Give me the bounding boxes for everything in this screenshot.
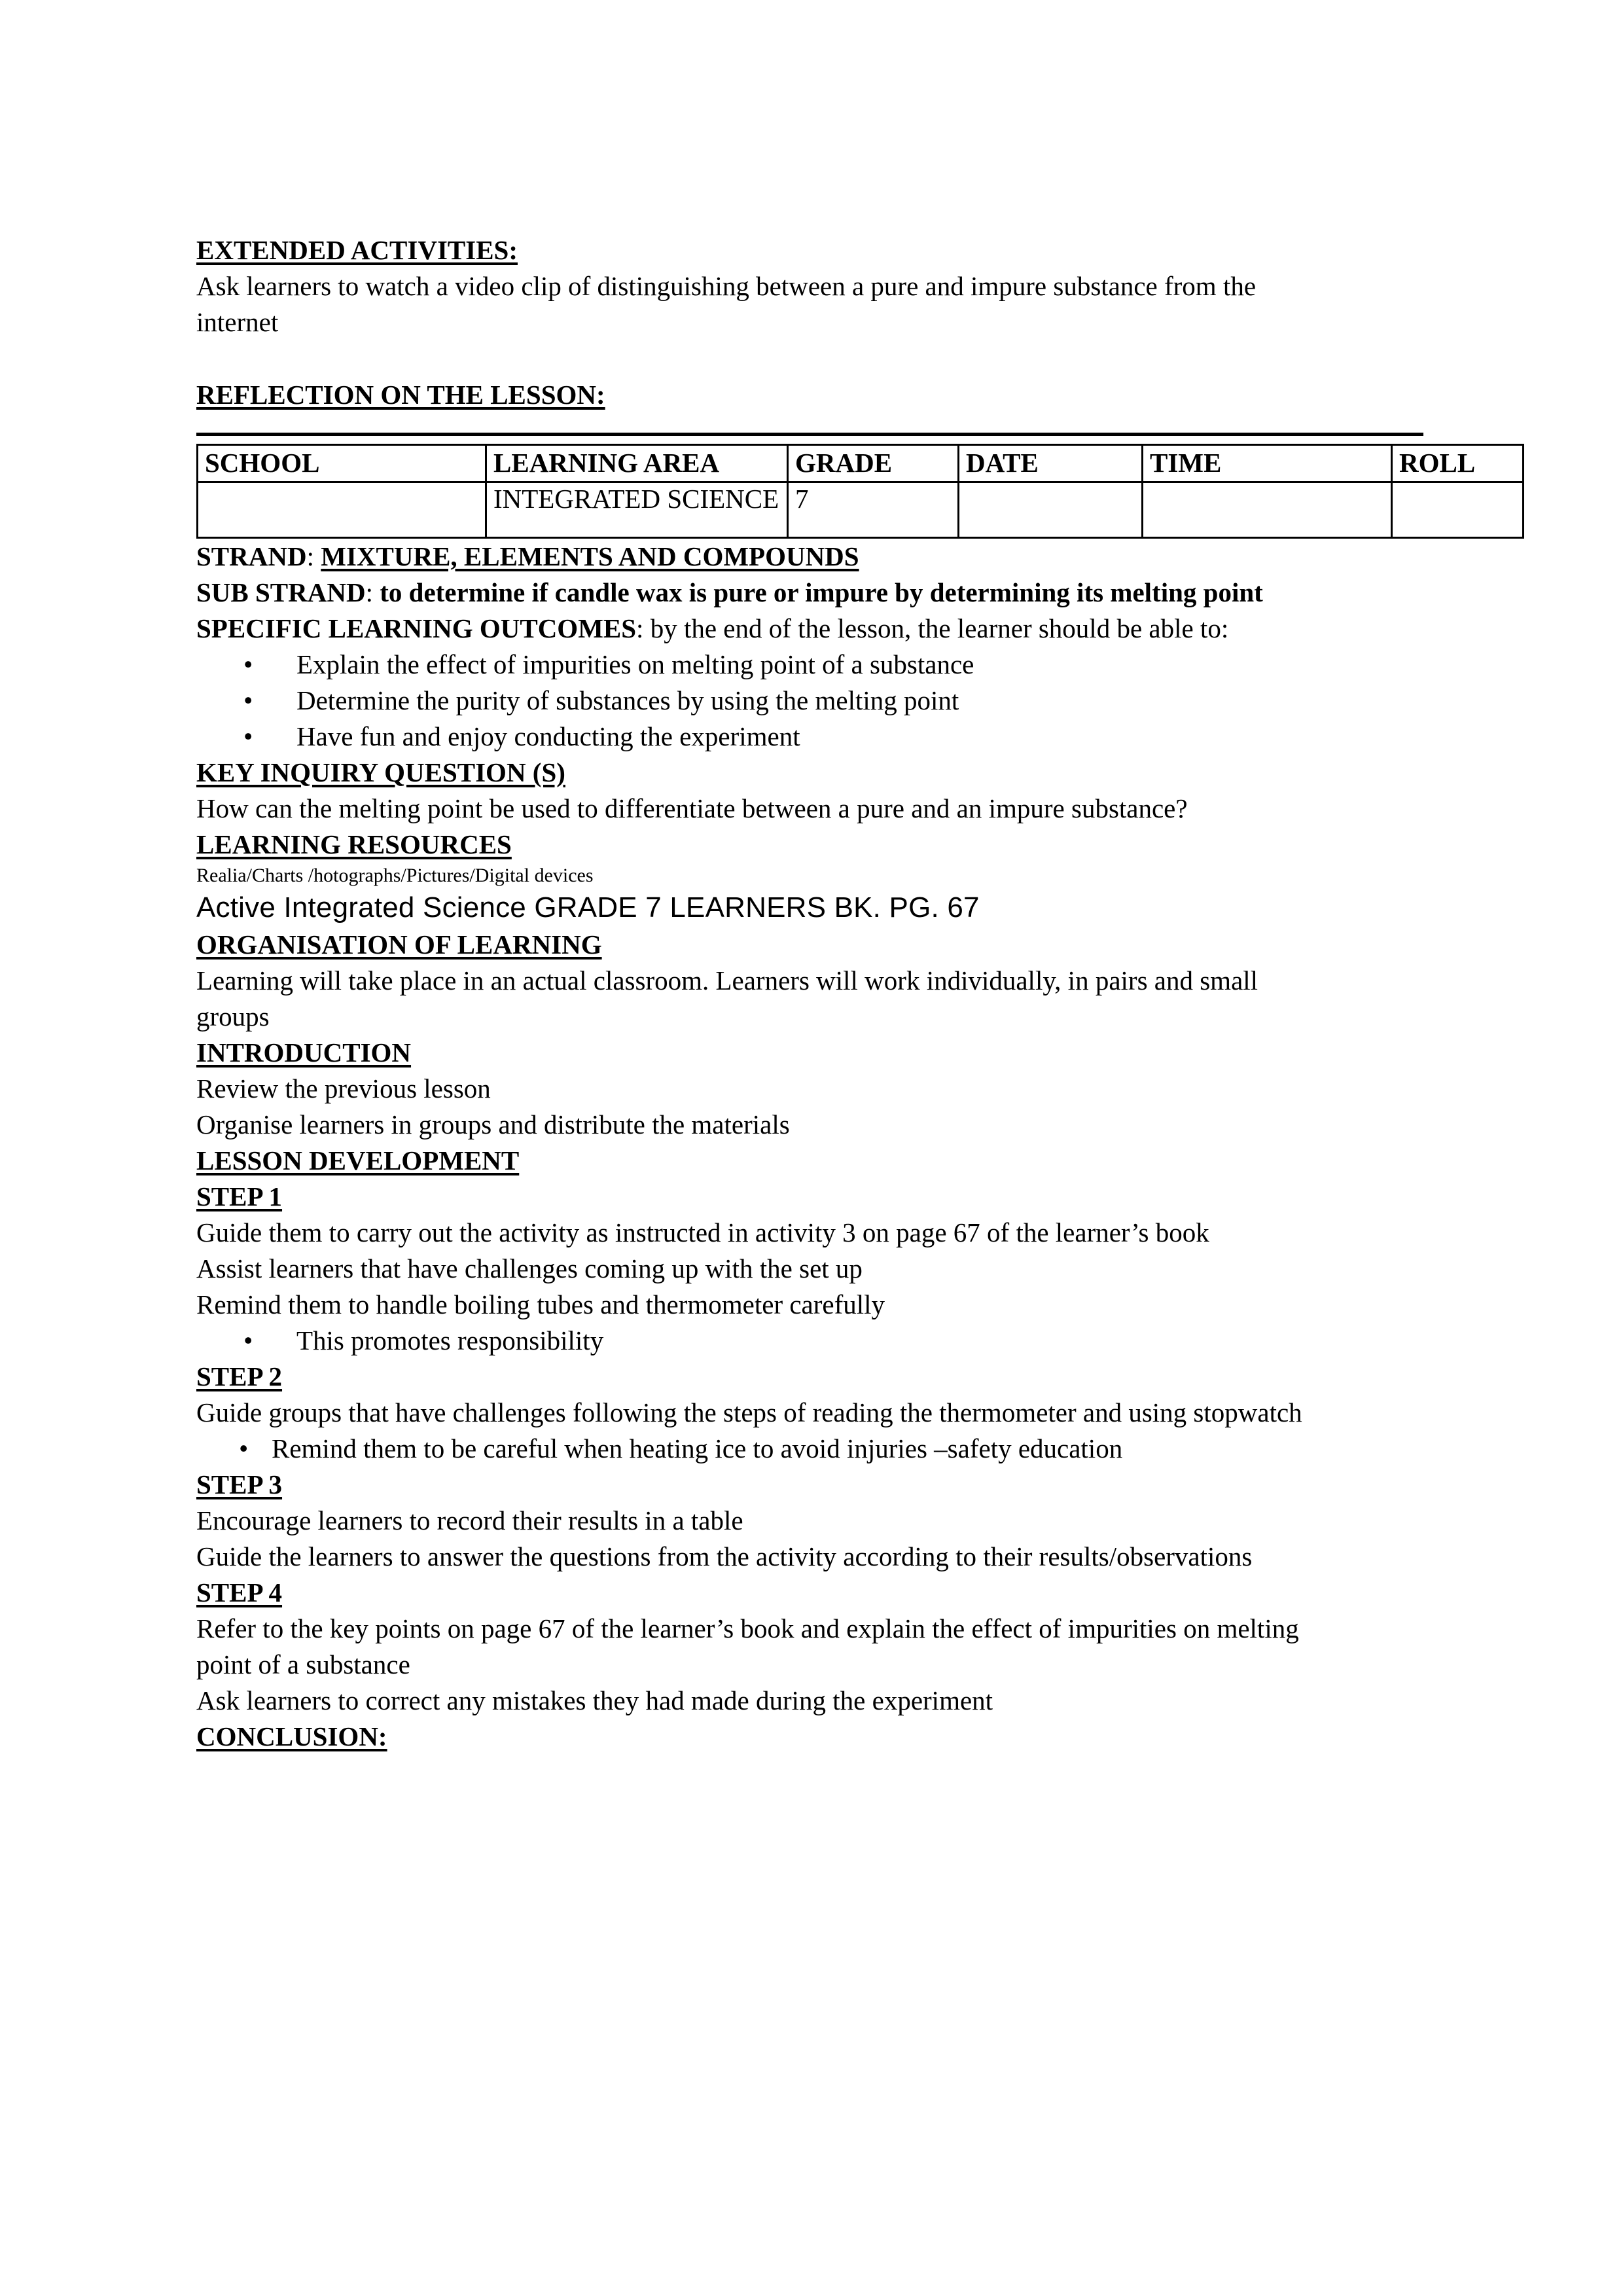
extended-activities-body: Ask learners to watch a video clip of distinguishing between a pure and impure substance from the internet (196, 271, 1257, 337)
key-inquiry-question-body: How can the melting point be used to differentiate between a pure and an impure substance? (196, 793, 1188, 823)
step-1-line: Guide them to carry out the activity as instructed in activity 3 on page 67 of the learner’s book (196, 1217, 1209, 1247)
learning-resources-heading-text: LEARNING RESOURCES (196, 829, 512, 859)
step-4-line: Refer to the key points on page 67 of the learner’s book and explain the effect of impurities on melting point of a substance (196, 1613, 1299, 1679)
key-inquiry-question-heading (196, 755, 1433, 791)
column-header-time: TIME (1143, 445, 1392, 482)
step-1-line: Remind them to handle boiling tubes and thermometer carefully (196, 1289, 885, 1319)
list-item: • Explain the effect of impurities on melting point of a substance (196, 647, 1433, 683)
introduction-heading (196, 1035, 1433, 1071)
organisation-of-learning-body: Learning will take place in an actual classroom. Learners will work individually, in pairs and small groups (196, 965, 1258, 1031)
extended-activities-heading-text: EXTENDED ACTIVITIES: (196, 235, 518, 265)
learning-resources-list: Realia/Charts /hotographs/Pictures/Digital devices (196, 865, 594, 886)
introduction-line: Organise learners in groups and distribute the materials (196, 1109, 790, 1139)
column-header-date: DATE (959, 445, 1143, 482)
step-3-heading (196, 1467, 1433, 1503)
key-inquiry-question-heading-text: KEY INQUIRY QUESTION (S) (196, 757, 565, 787)
column-header-school: SCHOOL (198, 445, 486, 482)
organisation-of-learning-heading (196, 927, 1433, 963)
step-2-bullets (196, 1431, 1433, 1467)
introduction-line: Review the previous lesson (196, 1073, 491, 1103)
cell-learning-area[interactable]: INTEGRATED SCIENCE (486, 482, 788, 538)
specific-learning-outcomes-list (196, 647, 1433, 755)
sub-strand-separator: : (365, 577, 380, 607)
step-1-heading-text: STEP 1 (196, 1181, 283, 1211)
lesson-info-table (196, 444, 1524, 539)
sub-strand-value: to determine if candle wax is pure or impure by determining its melting point (380, 577, 1263, 607)
table-header (198, 445, 1524, 482)
strand-value: MIXTURE, ELEMENTS AND COMPOUNDS (321, 541, 859, 571)
lesson-development-heading (196, 1143, 1433, 1179)
step-3-line: Guide the learners to answer the questions from the activity according to their results/observations (196, 1541, 1253, 1571)
specific-learning-outcomes-intro: : by the end of the lesson, the learner should be able to: (636, 613, 1229, 643)
sub-strand-label: SUB STRAND (196, 577, 366, 607)
cell-time[interactable] (1143, 482, 1392, 538)
specific-learning-outcomes-line (196, 611, 1302, 647)
strand-line (196, 539, 1302, 575)
cell-roll[interactable] (1392, 482, 1524, 538)
step-2-heading (196, 1359, 1433, 1395)
step-3-heading-text: STEP 3 (196, 1469, 283, 1499)
spacer (196, 340, 1433, 377)
organisation-of-learning-heading-text: ORGANISATION OF LEARNING (196, 929, 602, 960)
learning-resources-textbook: Active Integrated Science GRADE 7 LEARNERS BK. PG. 67 (196, 891, 980, 924)
table-body (198, 482, 1524, 538)
step-3-line: Encourage learners to record their results in a table (196, 1505, 743, 1535)
learning-resources-heading (196, 827, 1433, 863)
conclusion-heading-text: CONCLUSION: (196, 1721, 387, 1751)
introduction-heading-text: INTRODUCTION (196, 1037, 412, 1067)
step-1-heading (196, 1179, 1433, 1215)
step-2-heading-text: STEP 2 (196, 1361, 283, 1391)
step-1-line: Assist learners that have challenges coming up with the set up (196, 1253, 863, 1283)
step-2-line: Guide groups that have challenges following the steps of reading the thermometer and using stopwatch (196, 1397, 1302, 1427)
table-header-row (198, 445, 1524, 482)
column-header-learning-area: LEARNING AREA (486, 445, 788, 482)
list-item: • Determine the purity of substances by using the melting point (196, 683, 1433, 719)
strand-separator: : (306, 541, 321, 571)
list-item: • This promotes responsibility (196, 1323, 1433, 1359)
reflection-heading (196, 377, 1433, 413)
step-4-heading-text: STEP 4 (196, 1577, 283, 1607)
sub-strand-line (196, 575, 1302, 611)
reflection-heading-text: REFLECTION ON THE LESSON: (196, 380, 605, 410)
conclusion-heading (196, 1719, 1433, 1755)
strand-label: STRAND (196, 541, 307, 571)
cell-date[interactable] (959, 482, 1143, 538)
step-4-heading (196, 1575, 1433, 1611)
spacer (196, 413, 1433, 433)
specific-learning-outcomes-label: SPECIFIC LEARNING OUTCOMES (196, 613, 637, 643)
column-header-grade: GRADE (788, 445, 959, 482)
horizontal-rule (196, 433, 1423, 436)
cell-school[interactable] (198, 482, 486, 538)
lesson-development-heading-text: LESSON DEVELOPMENT (196, 1145, 520, 1175)
column-header-roll: ROLL (1392, 445, 1524, 482)
table-row (198, 482, 1524, 538)
step-4-line: Ask learners to correct any mistakes they had made during the experiment (196, 1685, 993, 1715)
list-item: • Have fun and enjoy conducting the experiment (196, 719, 1433, 755)
list-item: • Remind them to be careful when heating ice to avoid injuries –safety education (196, 1431, 1433, 1467)
cell-grade[interactable]: 7 (788, 482, 959, 538)
extended-activities-heading (196, 232, 1433, 268)
step-1-bullets (196, 1323, 1433, 1359)
